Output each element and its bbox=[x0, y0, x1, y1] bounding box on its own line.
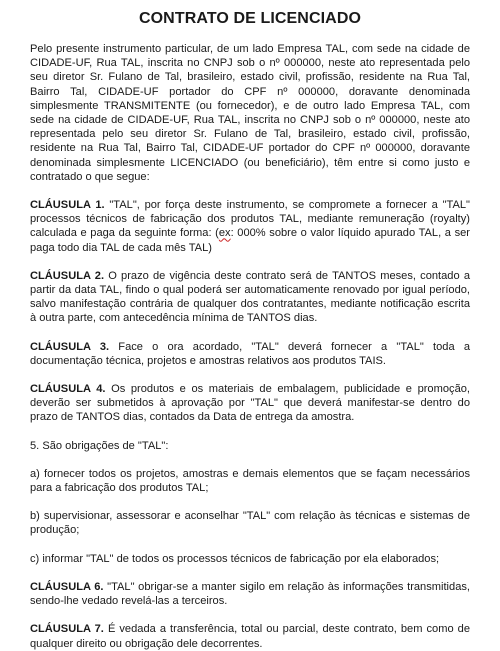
clause-1-text-a: "TAL", por força deste instrumento, se compromete a fornecer a "TAL" processos técnicos de fabricação dos produtos TAL, mediante remuneração (royalty) calculada e paga da seguinte forma: ( bbox=[30, 199, 470, 240]
clause-2-text: O prazo de vigência deste contrato será de TANTOS meses, contado a partir da data TAL, findo o qual poderá ser automaticamente renovado por igual período, salvo manifestação contrária de qualquer dos contratantes, mediante notificação escrita à outra parte, com antecedência mínima de TANTOS dias. bbox=[30, 269, 470, 325]
clause-3 bbox=[30, 340, 470, 368]
clause-6 bbox=[30, 580, 470, 608]
intro-paragraph: Pelo presente instrumento particular, de um lado Empresa TAL, com sede na cidade de CIDADE-UF, Rua TAL, inscrita no CNPJ sob o nº 000000, neste ato representada pelo seu diretor Sr. Fulano de Tal, brasileiro, estado civil, profissão, residente na Rua Tal, Bairro Tal, CIDADE-UF portador do CPF nº 000000, doravante denominada simplesmente TRANSMITENTE (ou fornecedor), e de outro lado Empresa TAL, com sede na cidade de CIDADE-UF, Rua TAL, inscrita no CNPJ sob o nº 000000, neste ato representada pelo seu diretor Sr. Fulano de Tal, brasileiro, estado civil, profissão, residente na Rua Tal, Bairro Tal, CIDADE-UF portador do CPF nº 000000, doravante denominada simplesmente LICENCIADO (ou beneficiário), têm entre si como justo e contratado o que segue: bbox=[30, 43, 470, 183]
clause-1 bbox=[30, 198, 470, 255]
clause-6-text: "TAL" obrigar-se a manter sigilo em relação às informações transmitidas, sendo-lhe vedado revelá-las a terceiros. bbox=[30, 580, 470, 608]
clause-1-spellcheck-word: ex bbox=[218, 227, 231, 240]
clause-4-heading: CLÁUSULA 4. bbox=[30, 383, 106, 396]
clause-5-item-c: c) informar "TAL" de todos os processos técnicos de fabricação por ela elaborados; bbox=[30, 552, 440, 565]
clause-7 bbox=[30, 622, 470, 650]
clause-7-heading: CLÁUSULA 7. bbox=[30, 623, 104, 636]
clause-4 bbox=[30, 382, 470, 425]
clause-5-item-b: b) supervisionar, assessorar e aconselhar "TAL" com relação às técnicas e sistemas de produção; bbox=[30, 510, 470, 537]
clause-6-heading: CLÁUSULA 6. bbox=[30, 580, 104, 593]
clause-5-item-a: a) fornecer todos os projetos, amostras e demais elementos que se façam necessários para a fabricação dos produtos TAL; bbox=[30, 467, 470, 495]
clause-1-heading: CLÁUSULA 1. bbox=[30, 199, 105, 212]
clause-4-text: Os produtos e os materiais de embalagem, publicidade e promoção, deverão ser submetidos à aprovação por "TAL" que deverá manifestar-se dentro do prazo de TANTOS dias, contados da Data de entrega da amostra. bbox=[30, 383, 470, 424]
document-title: CONTRATO DE LICENCIADO bbox=[138, 10, 362, 27]
clause-3-text: Face o ora acordado, "TAL" deverá fornecer a "TAL" toda a documentação técnica, projetos e amostras relativos aos produtos TAIS. bbox=[30, 340, 470, 367]
clause-3-heading: CLÁUSULA 3. bbox=[30, 340, 110, 353]
clause-1-text-b: : 000% sobre o valor líquido apurado TAL, a ser paga todo dia TAL de cada mês TAL) bbox=[30, 227, 470, 254]
clause-7-text: É vedada a transferência, total ou parcial, deste contrato, bem como de qualquer direito ou obrigação dele decorrentes. bbox=[30, 623, 471, 650]
clause-5-heading: 5. São obrigações de "TAL": bbox=[30, 439, 169, 452]
clause-2-heading: CLÁUSULA 2. bbox=[30, 269, 105, 282]
clause-2 bbox=[30, 269, 470, 326]
